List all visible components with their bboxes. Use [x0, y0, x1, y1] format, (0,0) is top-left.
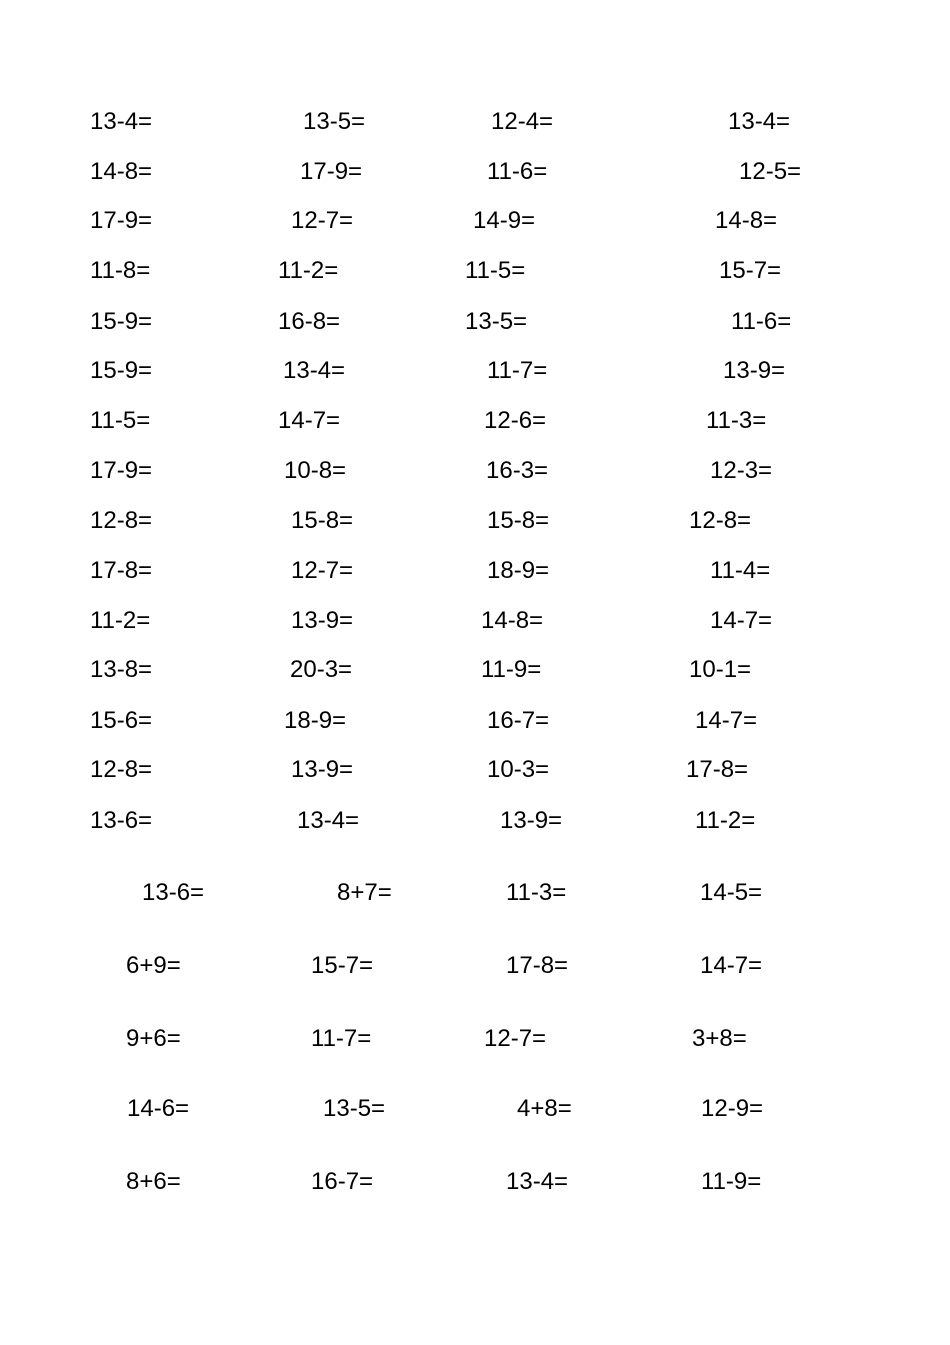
math-problem: 15-9=: [90, 357, 153, 384]
math-problem: 11-6=: [487, 158, 548, 185]
math-problem: 13-8=: [90, 656, 153, 683]
math-problem: 18-9=: [284, 707, 347, 734]
math-problem: 6+9=: [126, 952, 181, 979]
math-problem: 17-8=: [686, 756, 749, 783]
math-problem: 16-7=: [311, 1168, 374, 1195]
math-problem: 8+7=: [337, 879, 392, 906]
math-problem: 11-2=: [695, 807, 756, 834]
math-problem: 15-8=: [291, 507, 354, 534]
math-problem: 14-7=: [700, 952, 763, 979]
math-problem: 11-3=: [706, 407, 767, 434]
math-problem: 14-8=: [715, 207, 778, 234]
math-problem: 13-5=: [465, 308, 528, 335]
math-problem: 11-8=: [90, 257, 151, 284]
math-problem: 15-7=: [311, 952, 374, 979]
math-problem: 14-7=: [695, 707, 758, 734]
math-problem: 14-6=: [127, 1095, 190, 1122]
math-problem: 18-9=: [487, 557, 550, 584]
math-problem: 10-8=: [284, 457, 347, 484]
math-problem: 13-4=: [728, 108, 791, 135]
math-problem: 11-6=: [731, 308, 792, 335]
math-problem: 17-9=: [300, 158, 363, 185]
math-problem: 17-8=: [506, 952, 569, 979]
math-problem: 11-5=: [465, 257, 526, 284]
math-problem: 15-8=: [487, 507, 550, 534]
math-problem: 10-3=: [487, 756, 550, 783]
math-problem: 13-9=: [500, 807, 563, 834]
math-problem: 17-8=: [90, 557, 153, 584]
math-problem: 14-8=: [481, 607, 544, 634]
math-problem: 8+6=: [126, 1168, 181, 1195]
math-problem: 12-5=: [739, 158, 802, 185]
math-problem: 12-8=: [689, 507, 752, 534]
math-problem: 13-6=: [142, 879, 205, 906]
math-problem: 13-4=: [506, 1168, 569, 1195]
math-problem: 15-6=: [90, 707, 153, 734]
math-problem: 14-8=: [90, 158, 153, 185]
math-problem: 13-9=: [291, 756, 354, 783]
math-problem: 16-8=: [278, 308, 341, 335]
math-problem: 14-5=: [700, 879, 763, 906]
math-problem: 11-5=: [90, 407, 151, 434]
math-problem: 4+8=: [517, 1095, 572, 1122]
math-problem: 15-7=: [719, 257, 782, 284]
math-problem: 17-9=: [90, 457, 153, 484]
math-problem: 11-9=: [701, 1168, 762, 1195]
math-problem: 20-3=: [290, 656, 353, 683]
math-problem: 13-5=: [323, 1095, 386, 1122]
math-problem: 13-6=: [90, 807, 153, 834]
math-problem: 15-9=: [90, 308, 153, 335]
math-problem: 11-2=: [90, 607, 151, 634]
math-problem: 13-9=: [723, 357, 786, 384]
math-problem: 12-7=: [291, 557, 354, 584]
math-problem: 12-8=: [90, 756, 153, 783]
math-problem: 12-3=: [710, 457, 773, 484]
math-problem: 12-4=: [491, 108, 554, 135]
math-problem: 11-2=: [278, 257, 339, 284]
math-problem: 17-9=: [90, 207, 153, 234]
math-problem: 14-7=: [710, 607, 773, 634]
math-problem: 12-7=: [484, 1025, 547, 1052]
math-problem: 13-4=: [297, 807, 360, 834]
math-problem: 13-4=: [283, 357, 346, 384]
math-problem: 14-9=: [473, 207, 536, 234]
math-problem: 9+6=: [126, 1025, 181, 1052]
math-problem: 11-4=: [710, 557, 771, 584]
math-problem: 13-9=: [291, 607, 354, 634]
math-problem: 16-7=: [487, 707, 550, 734]
math-problem: 12-6=: [484, 407, 547, 434]
math-problem: 16-3=: [486, 457, 549, 484]
math-problem: 14-7=: [278, 407, 341, 434]
math-problem: 12-9=: [701, 1095, 764, 1122]
math-problem: 10-1=: [689, 656, 752, 683]
math-problem: 3+8=: [692, 1025, 747, 1052]
math-problem: 11-7=: [487, 357, 548, 384]
math-problem: 12-7=: [291, 207, 354, 234]
math-problem: 12-8=: [90, 507, 153, 534]
math-problem: 13-4=: [90, 108, 153, 135]
math-problem: 11-3=: [506, 879, 567, 906]
math-problem: 11-7=: [311, 1025, 372, 1052]
math-problem: 11-9=: [481, 656, 542, 683]
math-problem: 13-5=: [303, 108, 366, 135]
